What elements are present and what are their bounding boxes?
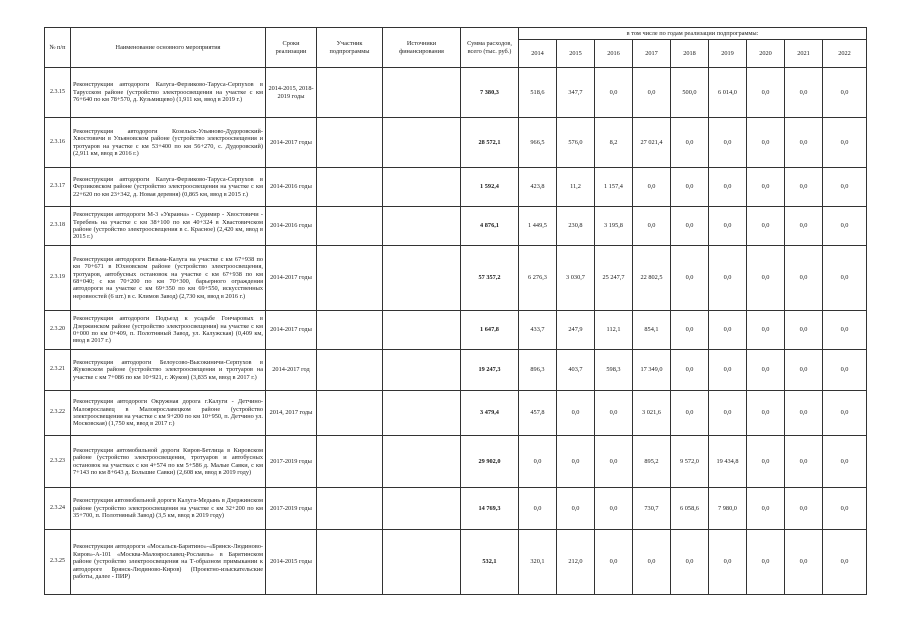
- row-year-value: 1 157,4: [595, 168, 633, 207]
- row-year-value: 6 058,6: [671, 488, 709, 530]
- row-total: 57 357,2: [461, 246, 519, 311]
- row-total: 1 592,4: [461, 168, 519, 207]
- table-row: [45, 391, 867, 436]
- row-year-value: 0,0: [595, 391, 633, 436]
- row-year-value: 0,0: [823, 488, 867, 530]
- row-year-value: 0,0: [709, 207, 747, 246]
- row-year-value: 7 980,0: [709, 488, 747, 530]
- row-year-value: 0,0: [747, 530, 785, 595]
- row-year-value: 0,0: [709, 118, 747, 168]
- row-code: 2.3.19: [45, 246, 71, 311]
- row-year-value: 0,0: [671, 246, 709, 311]
- row-year-value: 8,2: [595, 118, 633, 168]
- row-code: 2.3.20: [45, 311, 71, 350]
- row-year-value: 0,0: [747, 391, 785, 436]
- row-year-value: 0,0: [823, 311, 867, 350]
- table-row: [45, 350, 867, 391]
- row-year-value: 9 572,0: [671, 436, 709, 488]
- row-year-value: 0,0: [671, 207, 709, 246]
- row-source: [383, 246, 461, 311]
- row-year-value: 576,0: [557, 118, 595, 168]
- row-year-value: 0,0: [785, 168, 823, 207]
- row-year-value: 0,0: [823, 207, 867, 246]
- row-year-value: 0,0: [595, 488, 633, 530]
- row-year-value: 0,0: [519, 436, 557, 488]
- header-year: 2015: [557, 40, 595, 68]
- row-year-value: 423,8: [519, 168, 557, 207]
- row-year-value: 25 247,7: [595, 246, 633, 311]
- header-year: 2016: [595, 40, 633, 68]
- row-term: 2014-2016 годы: [266, 207, 317, 246]
- row-year-value: 0,0: [709, 530, 747, 595]
- row-year-value: 0,0: [747, 246, 785, 311]
- row-participant: [317, 168, 383, 207]
- row-year-value: 403,7: [557, 350, 595, 391]
- program-table: [44, 27, 867, 595]
- row-year-value: 966,5: [519, 118, 557, 168]
- row-year-value: 0,0: [557, 488, 595, 530]
- row-year-value: 0,0: [747, 118, 785, 168]
- row-term: 2014-2015 годы: [266, 530, 317, 595]
- row-year-value: 0,0: [823, 118, 867, 168]
- row-year-value: 320,1: [519, 530, 557, 595]
- row-participant: [317, 436, 383, 488]
- row-name: Реконструкция автодороги Подъезд к усадьбе Гончаровых в Дзержинском районе (устройство электроосвещения) на участке с км 0+000 по км 0+409, п. Полотняный Завод, ул. Калужская) (0,409 км, ввод в 2017 г.): [71, 311, 266, 350]
- table-row: [45, 530, 867, 595]
- row-term: 2014-2017 годы: [266, 118, 317, 168]
- row-total: 1 647,8: [461, 311, 519, 350]
- row-year-value: 0,0: [823, 391, 867, 436]
- row-code: 2.3.17: [45, 168, 71, 207]
- header-year: 2019: [709, 40, 747, 68]
- row-year-value: 0,0: [747, 350, 785, 391]
- row-year-value: 0,0: [785, 391, 823, 436]
- row-year-value: 500,0: [671, 68, 709, 118]
- row-year-value: 0,0: [595, 530, 633, 595]
- row-name: Реконструкция автодороги Калуга-Ферзиково-Таруса-Серпухов в Ферзиковском районе (устройство электроосвещения на участке с км 22+620 по км 23+342, д. Новая деревня) (0,865 км, ввод в 2015 г.): [71, 168, 266, 207]
- row-code: 2.3.25: [45, 530, 71, 595]
- row-year-value: 854,1: [633, 311, 671, 350]
- row-year-value: 0,0: [785, 118, 823, 168]
- row-name: Реконструкция автодороги Окружная дорога г.Калуги - Детчино-Малоярославец в Малоярославецком районе (устройство электроосвещения на участке с км 9+200 по км 10+950, п. Детчино ул. Московская) (1,750 км, ввод в 2017 г.): [71, 391, 266, 436]
- row-year-value: 0,0: [633, 207, 671, 246]
- row-year-value: 896,3: [519, 350, 557, 391]
- row-year-value: 1 449,5: [519, 207, 557, 246]
- row-term: 2014-2016 годы: [266, 168, 317, 207]
- row-name: Реконструкция автодороги Белоусово-Высокиничи-Серпухов в Жуковском районе (устройство электроосвещения и тротуаров на участке с км 7+086 по км 10+921, г. Жуков) (3,835 км, ввод в 2017 г.): [71, 350, 266, 391]
- row-total: 19 247,3: [461, 350, 519, 391]
- row-year-value: 0,0: [823, 530, 867, 595]
- row-term: 2014-2017 годы: [266, 311, 317, 350]
- row-year-value: 0,0: [709, 246, 747, 311]
- row-year-value: 0,0: [747, 311, 785, 350]
- row-year-value: 0,0: [747, 168, 785, 207]
- header-name: Наименование основного мероприятия: [71, 28, 266, 68]
- row-year-value: 0,0: [747, 488, 785, 530]
- row-year-value: 0,0: [823, 168, 867, 207]
- header-number: № п/п: [45, 28, 71, 68]
- row-code: 2.3.16: [45, 118, 71, 168]
- row-year-value: 0,0: [633, 530, 671, 595]
- row-year-value: 0,0: [747, 436, 785, 488]
- row-name: Реконструкция автодороги Козельск-Ульяново-Дудоровский-Хвостовичи в Ульяновском районе (устройство электроосвещения и тротуаров на участке с км 53+400 по км 56+270, с. Дудоровский) (2,911 км, ввод в 2016 г.): [71, 118, 266, 168]
- row-term: 2017-2019 годы: [266, 488, 317, 530]
- row-total: 29 902,0: [461, 436, 519, 488]
- row-year-value: 0,0: [785, 488, 823, 530]
- row-total: 532,1: [461, 530, 519, 595]
- row-year-value: 0,0: [671, 118, 709, 168]
- header-source: Источники финансирования: [383, 28, 461, 68]
- row-total: 28 572,1: [461, 118, 519, 168]
- row-year-value: 0,0: [785, 436, 823, 488]
- row-source: [383, 350, 461, 391]
- row-year-value: 0,0: [747, 207, 785, 246]
- row-year-value: 0,0: [633, 168, 671, 207]
- row-code: 2.3.23: [45, 436, 71, 488]
- table-row: [45, 436, 867, 488]
- row-year-value: 247,9: [557, 311, 595, 350]
- row-year-value: 518,6: [519, 68, 557, 118]
- row-term: 2017-2019 годы: [266, 436, 317, 488]
- row-year-value: 0,0: [785, 350, 823, 391]
- row-year-value: 0,0: [709, 391, 747, 436]
- table-row: [45, 488, 867, 530]
- row-year-value: 3 195,8: [595, 207, 633, 246]
- row-year-value: 0,0: [519, 488, 557, 530]
- row-source: [383, 118, 461, 168]
- row-code: 2.3.22: [45, 391, 71, 436]
- row-term: 2014, 2017 годы: [266, 391, 317, 436]
- row-participant: [317, 207, 383, 246]
- row-year-value: 0,0: [785, 311, 823, 350]
- row-year-value: 27 021,4: [633, 118, 671, 168]
- table-row: [45, 207, 867, 246]
- row-term: 2014-2015, 2018-2019 годы: [266, 68, 317, 118]
- row-year-value: 598,3: [595, 350, 633, 391]
- table-row: [45, 246, 867, 311]
- header-year: 2022: [823, 40, 867, 68]
- row-year-value: 0,0: [823, 68, 867, 118]
- row-source: [383, 311, 461, 350]
- row-year-value: 0,0: [785, 530, 823, 595]
- row-year-value: 0,0: [671, 391, 709, 436]
- row-year-value: 0,0: [709, 168, 747, 207]
- header-year: 2021: [785, 40, 823, 68]
- row-year-value: 0,0: [823, 246, 867, 311]
- row-year-value: 22 802,5: [633, 246, 671, 311]
- row-year-value: 0,0: [823, 436, 867, 488]
- table-row: [45, 118, 867, 168]
- row-participant: [317, 488, 383, 530]
- row-year-value: 0,0: [595, 436, 633, 488]
- header-participant: Участник подпрограммы: [317, 28, 383, 68]
- row-year-value: 0,0: [785, 207, 823, 246]
- row-year-value: 730,7: [633, 488, 671, 530]
- row-source: [383, 207, 461, 246]
- row-year-value: 17 349,0: [633, 350, 671, 391]
- row-name: Реконструкция автодороги Калуга-Ферзиково-Таруса-Серпухов в Тарусском районе (устройство электроосвещения на участке с км 76+640 по км 78+570, д. Кузьмищево) (1,911 км, ввод в 2019 г.): [71, 68, 266, 118]
- row-source: [383, 391, 461, 436]
- row-participant: [317, 530, 383, 595]
- header-total: Сумма расходов, всего (тыс. руб.): [461, 28, 519, 68]
- row-year-value: 0,0: [709, 311, 747, 350]
- row-year-value: 212,0: [557, 530, 595, 595]
- row-year-value: 895,2: [633, 436, 671, 488]
- header-term: Сроки реализации: [266, 28, 317, 68]
- row-year-value: 19 434,8: [709, 436, 747, 488]
- row-source: [383, 530, 461, 595]
- row-total: 4 876,1: [461, 207, 519, 246]
- row-year-value: 0,0: [671, 350, 709, 391]
- header-year: 2017: [633, 40, 671, 68]
- row-source: [383, 436, 461, 488]
- row-participant: [317, 391, 383, 436]
- row-year-value: 347,7: [557, 68, 595, 118]
- table-row: [45, 68, 867, 118]
- row-source: [383, 488, 461, 530]
- row-year-value: 6 014,0: [709, 68, 747, 118]
- row-year-value: 3 030,7: [557, 246, 595, 311]
- row-year-value: 112,1: [595, 311, 633, 350]
- row-year-value: 433,7: [519, 311, 557, 350]
- row-year-value: 0,0: [671, 530, 709, 595]
- row-term: 2014-2017 годы: [266, 246, 317, 311]
- row-total: 3 479,4: [461, 391, 519, 436]
- row-year-value: 6 276,3: [519, 246, 557, 311]
- row-source: [383, 68, 461, 118]
- row-year-value: 0,0: [747, 68, 785, 118]
- row-source: [383, 168, 461, 207]
- row-name: Реконструкция автодороги Вязьма-Калуга на участке с км 67+938 по км 70+671 в Юхновском районе (устройство электроосвещения, тротуаров, автобусных остановок на участке с км 67+938 по км 68+040; с км 70+200 по км 70+300, барьерного ограждения автодороги на участке с км 69+350 по км 69+550, искусственных неровностей (6 шт.) в с. Климов Завод) (2,730 км, ввод в 2016 г.): [71, 246, 266, 311]
- table-row: [45, 311, 867, 350]
- row-year-value: 0,0: [595, 68, 633, 118]
- row-code: 2.3.21: [45, 350, 71, 391]
- row-year-value: 0,0: [709, 350, 747, 391]
- row-participant: [317, 311, 383, 350]
- table-row: [45, 168, 867, 207]
- row-name: Реконструкция автодороги М-3 «Украина» - Судимир - Хвостовичи - Теребень на участке с км 38+100 по км 40+324 в Хвастовичском районе (устройство электроосвещения в с. Красное) (2,420 км, ввод в 2015 г.): [71, 207, 266, 246]
- row-total: 14 769,3: [461, 488, 519, 530]
- row-name: Реконструкция автомобильной дороги Калуга-Медынь в Дзержинском районе (устройство электроосвещения на участке с км 32+200 по км 35+700, п. Полотняный Завод) (3,5 км, ввод в 2019 году): [71, 488, 266, 530]
- row-year-value: 0,0: [557, 391, 595, 436]
- header-years-caption: в том числе по годам реализации подпрограммы:: [519, 28, 867, 40]
- row-term: 2014-2017 год: [266, 350, 317, 391]
- row-code: 2.3.24: [45, 488, 71, 530]
- row-year-value: 11,2: [557, 168, 595, 207]
- row-name: Реконструкция автомобильной дороги Киров-Бетлица в Кировском районе (устройство электроосвещения, тротуаров и автобусных остановок на участках с км 4+574 по км 5+586 д. Малые Савки, с км 7+143 по км 8+643 д. Большие Савки) (2,608 км, ввод в 2019 году): [71, 436, 266, 488]
- row-participant: [317, 246, 383, 311]
- row-code: 2.3.18: [45, 207, 71, 246]
- row-name: Реконструкция автодороги «Мосальск-Барятино»-«Брянск-Людиново-Киров»-А-101 «Москва-Малоярославец-Рославль» в Барятинском районе (устройство электроосвещения на Т-образном примыкании к автодороге Брянск-Людиново-Киров) (Проектно-изыскательские работы, далее - ПИР): [71, 530, 266, 595]
- row-year-value: 3 021,6: [633, 391, 671, 436]
- row-year-value: 0,0: [557, 436, 595, 488]
- row-participant: [317, 118, 383, 168]
- row-year-value: 0,0: [633, 68, 671, 118]
- row-code: 2.3.15: [45, 68, 71, 118]
- row-year-value: 230,8: [557, 207, 595, 246]
- header-year: 2018: [671, 40, 709, 68]
- row-participant: [317, 350, 383, 391]
- header-year: 2014: [519, 40, 557, 68]
- row-year-value: 0,0: [671, 168, 709, 207]
- row-total: 7 380,3: [461, 68, 519, 118]
- row-participant: [317, 68, 383, 118]
- row-year-value: 457,8: [519, 391, 557, 436]
- row-year-value: 0,0: [785, 68, 823, 118]
- row-year-value: 0,0: [823, 350, 867, 391]
- row-year-value: 0,0: [671, 311, 709, 350]
- header-year: 2020: [747, 40, 785, 68]
- row-year-value: 0,0: [785, 246, 823, 311]
